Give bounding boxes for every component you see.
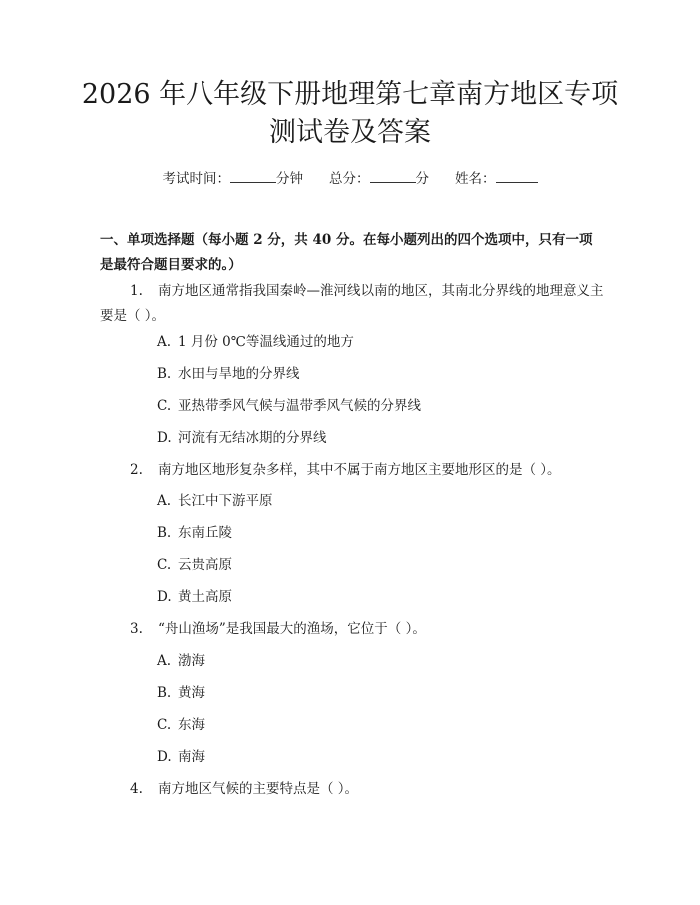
option-3b[interactable]: B. 黄海 xyxy=(157,685,205,701)
document-title xyxy=(60,76,640,152)
option-2d[interactable]: D. 黄土高原 xyxy=(157,589,232,605)
option-3c[interactable]: C. 东海 xyxy=(157,717,205,733)
question-1 xyxy=(100,279,605,329)
question-number: 3. xyxy=(130,621,143,637)
score-label: 总分： xyxy=(329,171,370,187)
question-4 xyxy=(100,777,605,802)
name-label: 姓名： xyxy=(455,171,496,187)
question-text: 南方地区地形复杂多样，其中不属于南方地区主要地形区的是（ ）。 xyxy=(158,462,561,478)
time-label: 考试时间： xyxy=(162,171,230,187)
question-3 xyxy=(100,617,605,642)
section-title: 一、单项选择题（每小题 2 分，共 40 分。在每小题列出的四个选项中，只有一项是最符合题目要求的。） xyxy=(100,232,593,273)
question-number: 4. xyxy=(130,781,143,797)
name-blank[interactable] xyxy=(496,168,538,183)
option-2a[interactable]: A. 长江中下游平原 xyxy=(157,493,273,509)
option-3a[interactable]: A. 渤海 xyxy=(157,653,205,669)
option-2c[interactable]: C. 云贵高原 xyxy=(157,557,232,573)
question-number: 1. xyxy=(130,283,143,299)
exam-info xyxy=(0,168,700,189)
option-1b[interactable]: B. 水田与旱地的分界线 xyxy=(157,366,300,382)
option-1d[interactable]: D. 河流有无结冰期的分界线 xyxy=(157,430,327,446)
time-unit: 分钟 xyxy=(276,171,303,187)
title-line-1: 2026 年八年级下册地理第七章南方地区专项 xyxy=(81,79,619,110)
score-blank[interactable] xyxy=(370,168,416,183)
question-text: “舟山渔场”是我国最大的渔场，它位于（ ）。 xyxy=(158,621,426,637)
option-3d[interactable]: D. 南海 xyxy=(157,749,205,765)
option-1a[interactable]: A. 1 月份 0℃等温线通过的地方 xyxy=(157,334,354,350)
option-1c[interactable]: C. 亚热带季风气候与温带季风气候的分界线 xyxy=(157,398,421,414)
option-2b[interactable]: B. 东南丘陵 xyxy=(157,525,232,541)
question-2 xyxy=(100,458,605,483)
question-text: 南方地区气候的主要特点是（ ）。 xyxy=(158,781,359,797)
question-text: 南方地区通常指我国秦岭—淮河线以南的地区，其南北分界线的地理意义主要是（ ）。 xyxy=(100,283,604,324)
score-unit: 分 xyxy=(415,171,429,187)
title-line-2: 测试卷及答案 xyxy=(269,117,431,148)
time-blank[interactable] xyxy=(230,168,276,183)
question-number: 2. xyxy=(130,462,143,478)
